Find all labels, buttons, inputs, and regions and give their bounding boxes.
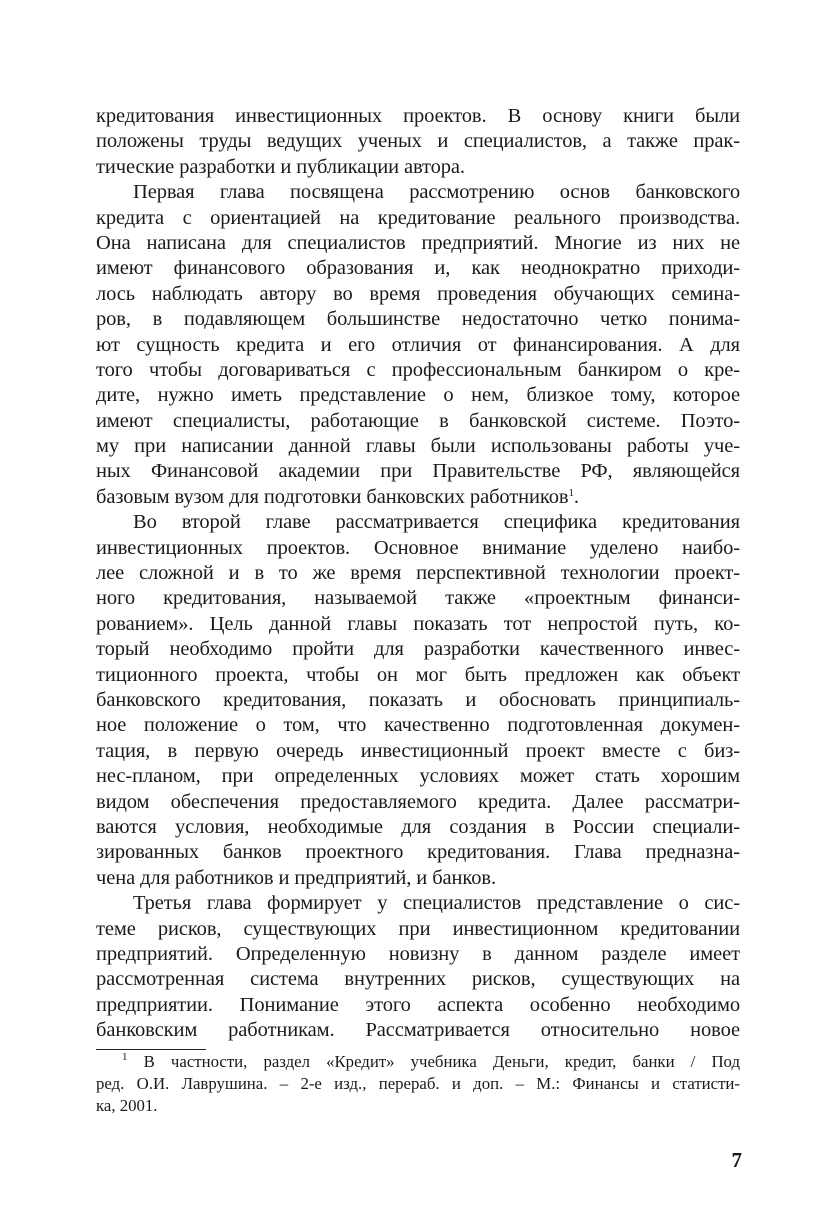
text-line: инвестиционных проектов. Основное внимание уделено наибо- <box>96 536 740 559</box>
text-line: видом обеспечения предоставляемого кредита. Далее рассматри- <box>96 790 740 813</box>
text-line: чена для работников и предприятий, и банков. <box>96 866 496 889</box>
text-line: ваются условия, необходимые для создания в России специали- <box>96 815 740 838</box>
text-line: рассмотренная система внутренних рисков, существующих на <box>96 968 740 991</box>
footnotes <box>96 1051 740 1117</box>
text-line: тиционного проекта, чтобы он мог быть предложен как объект <box>96 663 740 686</box>
paragraph-first-line: Первая глава посвящена рассмотрению основ банковского <box>133 181 740 204</box>
text-line: банковским работникам. Рассматривается относительно новое <box>96 1019 740 1042</box>
footnote-marker: 1 <box>122 1051 128 1063</box>
text-line: тация, в первую очередь инвестиционный проект вместе с биз- <box>96 739 740 762</box>
text-line: рованием». Цель данной главы показать тот непростой путь, ко- <box>96 612 740 635</box>
text-line: положены труды ведущих ученых и специалистов, а также прак- <box>96 130 740 153</box>
text-line: предприятий. Определенную новизну в данном разделе имеет <box>96 942 740 965</box>
text-line-content: базовым вузом для подготовки банковских работников <box>96 485 569 508</box>
text-line: нес-планом, при определенных условиях может стать хорошим <box>96 765 740 788</box>
paragraph-first-line: Третья глава формирует у специалистов представление о сис- <box>133 892 740 915</box>
text-line: лось наблюдать автору во время проведения обучающих семина- <box>96 282 740 305</box>
text-line: лее сложной и в то же время перспективной технологии проект- <box>96 562 740 585</box>
paragraph-first-line: Во второй главе рассматривается специфика кредитования <box>133 511 740 534</box>
text-line: торый необходимо пройти для разработки качественного инвес- <box>96 638 740 661</box>
footnote-line: ка, 2001. <box>96 1096 158 1115</box>
text-line: того чтобы договариваться с профессиональным банкиром о кре- <box>96 358 740 381</box>
text-line: ное положение о том, что качественно подготовленная докумен- <box>96 714 740 737</box>
text-line: предприятии. Понимание этого аспекта особенно необходимо <box>96 993 740 1016</box>
text-line: имеют специалисты, работающие в банковской системе. Поэто- <box>96 409 740 432</box>
footnote-divider <box>96 1049 206 1050</box>
text-line: тические разработки и публикации автора. <box>96 155 465 178</box>
text-line: ного кредитования, называемой также «проектным финанси- <box>96 587 740 610</box>
text-line: му при написании данной главы были использованы работы уче- <box>96 435 740 458</box>
text-line: дите, нужно иметь представление о нем, близкое тому, которое <box>96 384 740 407</box>
footnote-line <box>96 1051 740 1073</box>
text-line: кредита с ориентацией на кредитование реального производства. <box>96 206 740 229</box>
main-text <box>96 104 740 1043</box>
text-line: зированных банков проектного кредитования. Глава предназна- <box>96 841 740 864</box>
text-line: теме рисков, существующих при инвестиционном кредитовании <box>96 917 740 940</box>
text-line: кредитования инвестиционных проектов. В основу книги были <box>96 105 740 127</box>
page-number: 7 <box>731 1148 742 1172</box>
sentence-end: . <box>573 485 579 508</box>
footnote-text: В частности, раздел «Кредит» учебника Деньги, кредит, банки / Под <box>143 1052 741 1071</box>
text-line-with-footnote <box>96 485 740 510</box>
text-line: Она написана для специалистов предприятий. Многие из них не <box>96 231 740 254</box>
text-line: имеют финансового образования и, как неоднократно приходи- <box>96 257 740 280</box>
text-line: ров, в подавляющем большинстве недостаточно четко понима- <box>96 308 740 331</box>
text-line: ных Финансовой академии при Правительстве РФ, являющейся <box>96 460 740 483</box>
footnote-reference[interactable]: 1 <box>568 486 574 499</box>
text-line: банковского кредитования, показать и обосновать принципиаль- <box>96 688 740 711</box>
footnote-line: ред. О.И. Лаврушина. – 2-е изд., перераб. и доп. – М.: Финансы и статисти- <box>96 1074 740 1093</box>
text-line: ют сущность кредита и его отличия от финансирования. А для <box>96 333 740 356</box>
